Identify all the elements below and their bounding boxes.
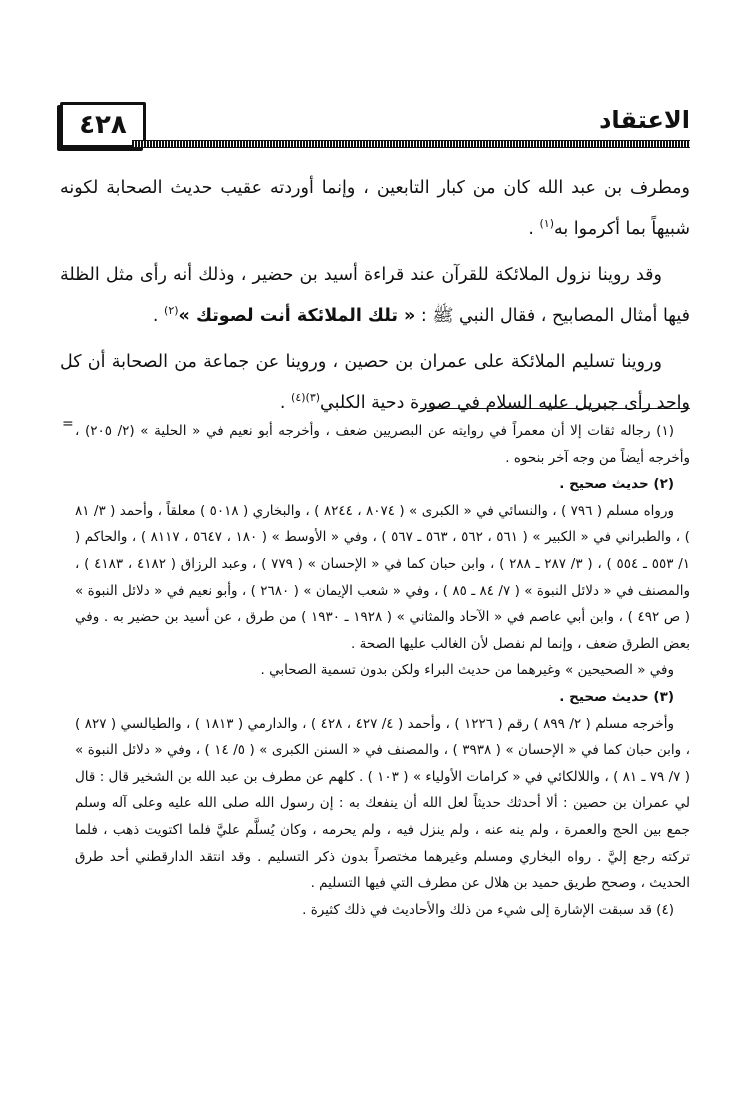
footnotes bbox=[75, 418, 690, 923]
footnote-1: (١) رجاله ثقات إلا أن معمراً في روايته عن البصريين ضعف ، وأخرجه أبو نعيم في « الحلية » (٢/ ٢٠٥) ، وأخرجه أيضاً من وجه آخر بنحوه . bbox=[75, 423, 690, 466]
footnote-2-text: ورواه مسلم ( ٧٩٦ ) ، والنسائي في « الكبرى » ( ٨٠٧٤ ، ٨٢٤٤ ) ، والبخاري ( ٥٠١٨ ) معلقاً ، وأحمد ( ٣/ ٨١ ) ، والطبراني في « الكبير » ( ٥٦١ ، ٥٦٢ ، ٥٦٣ ـ ٥٦٧ ) ، وفي « الأوسط » ( ١٨٠ ، ٥٦٤٧ ، ٨١١٧ ) ، والحاكم ( ١/ ٥٥٣ ـ ٥٥٤ ) ، ( ٣/ ٢٨٧ ـ ٢٨٨ ) ، وابن حبان كما في « الإحسان » ( ٧٧٩ ) ، وعبد الرزاق ( ٤١٨٢ ، ٤١٨٣ ) ، والمصنف في « دلائل النبوة » ( ٧/ ٨٤ ـ ٨٥ ) ، وفي « شعب الإيمان » ( ٢٦٨٠ ) ، وأبو نعيم في « دلائل النبوة » ( ص ٤٩٢ ) ، وابن أبي عاصم في « الآحاد والمثاني » ( ١٩٢٨ ـ ١٩٣٠ ) من طرق ، عن أسيد بن حضير به . وفي بعض الطرق ضعف ، وإنما لم نفصل لأن الغالب عليها الصحة . bbox=[75, 502, 691, 652]
footnote-3-text: وأخرجه مسلم ( ٢/ ٨٩٩ ) رقم ( ١٢٢٦ ) ، وأحمد ( ٤/ ٤٢٧ ، ٤٢٨ ) ، والدارمي ( ١٨١٣ ) ، والطيالسي ( ٨٢٧ ) ، وابن حبان كما في « الإحسان » ( ٣٩٣٨ ) ، والمصنف في « السنن الكبرى » ( ٥/ ١٤ ) ، وفي « دلائل النبوة » ( ٧/ ٧٩ ـ ٨١ ) ، واللالكائي في « كرامات الأولياء » ( ١٠٣ ) . كلهم عن مطرف بن عبد الله بن الشخير قال : قال لي عمران بن حصين : ألا أحدثك حديثاً لعل الله أن ينفعك به : إن رسول الله صلى الله عليه وعلى آله وسلم جمع بين الحج والعمرة ، ولم ينه عنه ، ولم ينزل فيه ، ولم يحرمه ، وكان يُسلَّم عليَّ فلما اكتويت ذهب ، فلما تركته رجع إليَّ . رواه البخاري ومسلم وغيرهما مختصراً بدون ذكر التسليم . وقد انتقد الدارقطني أحد طرق الحديث ، وصحح طريق حميد بن هلال عن مطرف التي فيها التسليم . bbox=[75, 715, 691, 892]
header-rule bbox=[132, 140, 690, 148]
footnote-separator bbox=[420, 408, 690, 409]
footnote-3-label: (٣) حديث صحيح . bbox=[559, 688, 674, 705]
page-number: ٤٢٨ bbox=[79, 110, 127, 140]
running-title: الاعتقاد bbox=[599, 106, 690, 134]
paragraph-1: ومطرف بن عبد الله كان من كبار التابعين ، وإنما أوردته عقيب حديث الصحابة لكونه شبيهاً بما أكرموا به$^{(١)}$ . bbox=[60, 178, 690, 239]
footnote-2-extra: وفي « الصحيحين » وغيرهما من حديث البراء ولكن بدون تسمية الصحابي . bbox=[260, 662, 674, 679]
footnote-2-label: (٢) حديث صحيح . bbox=[559, 476, 674, 493]
main-text bbox=[60, 170, 690, 430]
footnote-ref-1: (١) bbox=[539, 217, 554, 230]
footnote-ref-2: (٢) bbox=[164, 303, 179, 317]
page-header bbox=[60, 96, 690, 148]
footnote-4: (٤) قد سبقت الإشارة إلى شيء من ذلك والأحاديث في ذلك كثيرة . bbox=[302, 901, 674, 918]
footnote-ref-3-4: (٣)(٤) bbox=[291, 390, 321, 404]
margin-mark: = bbox=[62, 416, 74, 432]
paragraph-3: وروينا تسليم الملائكة على عمران بن حصين ، وروينا عن جماعة من الصحابة أن كل واحد رأى جبريل عليه السلام في صورة دحية الكلبي$^{(٣)(٤)}$ . bbox=[60, 351, 690, 413]
paragraph-2: وقد روينا نزول الملائكة للقرآن عند قراءة أسيد بن حضير ، وذلك أنه رأى مثل الظلة فيها أمثال المصابيح ، فقال النبي ﷺ : « تلك الملائكة أنت لصوتك »$^{(٢)}$ . bbox=[60, 264, 690, 326]
prophet-quote: « تلك الملائكة أنت لصوتك » bbox=[178, 305, 416, 326]
